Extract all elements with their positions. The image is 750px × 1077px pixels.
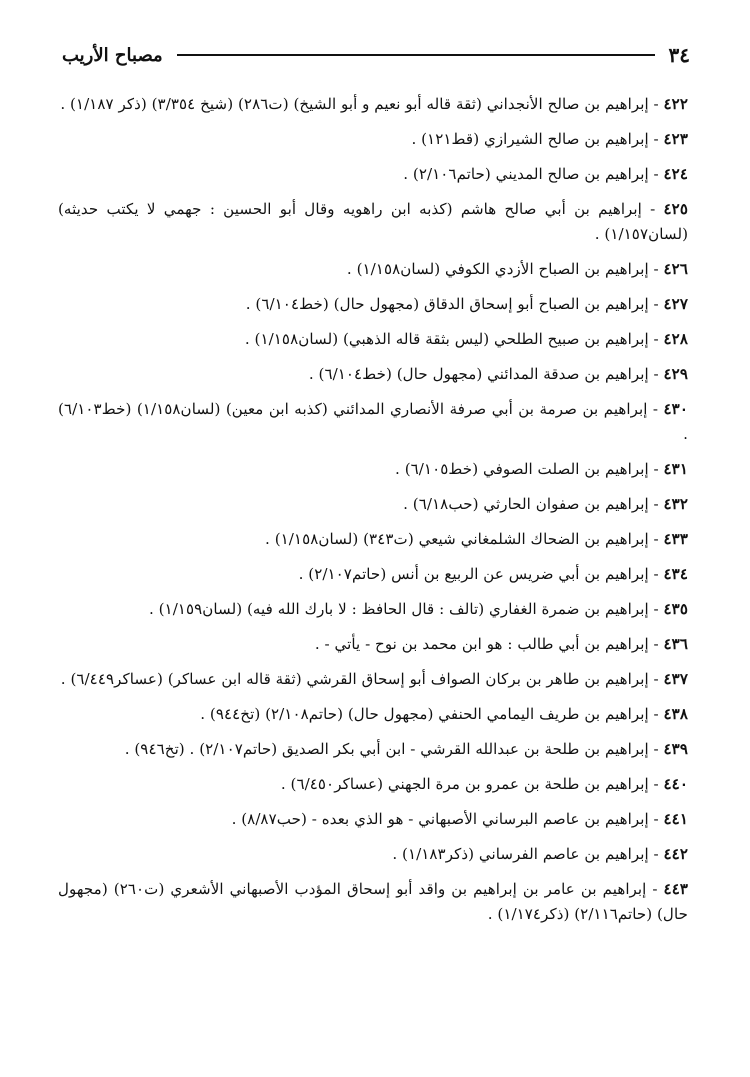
entry-439: ٤٣٩ - إبراهيم بن طلحة بن عبدالله القرشي - ابن أبي بكر الصديق (حاتم٢/١٠٧) . (تخ٩٤٦) . <box>124 740 688 758</box>
entry-422: ٤٢٢ - إبراهيم بن صالح الأنجداني (ثقة قاله أبو نعيم و أبو الشيخ) (ت٢٨٦) (شيخ ٣/٣٥٤) (ذكر ١/١٨٧) . <box>60 95 688 113</box>
entry-number: ٤٣٤ <box>663 565 688 583</box>
entry-number: ٤٢٦ <box>663 260 688 278</box>
entry-number: ٤٣٦ <box>663 635 688 653</box>
entry-number: ٤٢٧ <box>663 295 688 313</box>
entry-text: إبراهيم بن صالح الأنجداني (ثقة قاله أبو نعيم و أبو الشيخ) (ت٢٨٦) (شيخ ٣/٣٥٤) (ذكر ١/١٨٧) . <box>60 95 649 113</box>
entry-number: ٤٣٢ <box>663 495 688 513</box>
entry-text: إبراهيم بن صرمة بن أبي صرفة الأنصاري المدائني (كذبه ابن معين) (لسان١/١٥٨) (خط٦/١٠٣) . <box>58 400 688 443</box>
entry-423: ٤٢٣ - إبراهيم بن صالح الشيرازي (قط١٢١) . <box>411 130 688 148</box>
entry-text: إبراهيم بن عاصم الفرساني (ذكر١/١٨٣) . <box>392 845 649 863</box>
header-rule <box>177 54 655 56</box>
entry-436: ٤٣٦ - إبراهيم بن أبي طالب : هو ابن محمد بن نوح - يأتي - . <box>314 635 688 653</box>
entry-number: ٤٣٧ <box>663 670 688 688</box>
entry-text: إبراهيم بن صبيح الطلحي (ليس بثقة قاله الذهبي) (لسان١/١٥٨) . <box>244 330 649 348</box>
entry-text: إبراهيم بن ضمرة الغفاري (تالف : قال الحافظ : لا بارك الله فيه) (لسان١/١٥٩) . <box>148 600 649 618</box>
entry-number: ٤٣٠ <box>663 400 688 418</box>
entry-number: ٤٤٠ <box>663 775 688 793</box>
entry-432: ٤٣٢ - إبراهيم بن صفوان الحارثي (حب٦/١٨) . <box>403 495 688 513</box>
entry-text: إبراهيم بن عامر بن إبراهيم بن واقد أبو إسحاق المؤدب الأصبهاني الأشعري (ت٢٦٠) (مجهول حال) (حاتم٢/١١٦) (ذكر١/١٧٤) . <box>58 880 688 923</box>
entry-438: ٤٣٨ - إبراهيم بن طريف اليمامي الحنفي (مجهول حال) (حاتم٢/١٠٨) (تخ٩٤٤) . <box>200 705 688 723</box>
entry-number: ٤٣٩ <box>663 740 688 758</box>
page-header <box>62 38 690 72</box>
entry-number: ٤٣٨ <box>663 705 688 723</box>
entry-number: ٤٣١ <box>663 460 688 478</box>
entry-429: ٤٢٩ - إبراهيم بن صدقة المدائني (مجهول حال) (خط٦/١٠٤) . <box>308 365 688 383</box>
entry-435: ٤٣٥ - إبراهيم بن ضمرة الغفاري (تالف : قال الحافظ : لا بارك الله فيه) (لسان١/١٥٩) . <box>148 600 688 618</box>
entry-text: إبراهيم بن صدقة المدائني (مجهول حال) (خط٦/١٠٤) . <box>308 365 649 383</box>
entry-number: ٤٢٨ <box>663 330 688 348</box>
entry-text: إبراهيم بن صالح المديني (حاتم٢/١٠٦) . <box>403 165 649 183</box>
entry-text: إبراهيم بن طاهر بن بركان الصواف أبو إسحاق القرشي (ثقة قاله ابن عساكر) (عساكر٦/٤٤٩) . <box>60 670 649 688</box>
entry-text: إبراهيم بن صفوان الحارثي (حب٦/١٨) . <box>403 495 649 513</box>
entry-number: ٤٤٣ <box>663 880 689 898</box>
entry-number: ٤٤٢ <box>663 845 688 863</box>
entry-431: ٤٣١ - إبراهيم بن الصلت الصوفي (خط٦/١٠٥) . <box>395 460 688 478</box>
entry-text: إبراهيم بن طلحة بن عمرو بن مرة الجهني (عساكر٦/٤٥٠) . <box>280 775 649 793</box>
entry-number: ٤٣٣ <box>663 530 688 548</box>
entry-text: إبراهيم بن أبي صالح هاشم (كذبه ابن راهويه وقال أبو الحسين : جهمي لا يكتب حديثه) (لسان١/١٥٧) . <box>58 200 688 243</box>
entry-425: ٤٢٥ - إبراهيم بن أبي صالح هاشم (كذبه ابن راهويه وقال أبو الحسين : جهمي لا يكتب حديثه) (لسان١/١٥٧) . <box>58 200 688 243</box>
entry-text: إبراهيم بن الصلت الصوفي (خط٦/١٠٥) . <box>395 460 649 478</box>
entry-440: ٤٤٠ - إبراهيم بن طلحة بن عمرو بن مرة الجهني (عساكر٦/٤٥٠) . <box>280 775 688 793</box>
entry-text: إبراهيم بن صالح الشيرازي (قط١٢١) . <box>411 130 649 148</box>
entry-number: ٤٢٥ <box>663 200 688 218</box>
entry-text: إبراهيم بن طريف اليمامي الحنفي (مجهول حال) (حاتم٢/١٠٨) (تخ٩٤٤) . <box>200 705 649 723</box>
entry-441: ٤٤١ - إبراهيم بن عاصم البرساني الأصبهاني - هو الذي بعده - (حب٨/٨٧) . <box>231 810 688 828</box>
entry-text: إبراهيم بن أبي طالب : هو ابن محمد بن نوح - يأتي - . <box>314 635 649 653</box>
entry-number: ٤٣٥ <box>663 600 688 618</box>
entry-443: ٤٤٣ - إبراهيم بن عامر بن إبراهيم بن واقد أبو إسحاق المؤدب الأصبهاني الأشعري (ت٢٦٠) (مجهول حال) (حاتم٢/١١٦) (ذكر١/١٧٤) . <box>58 880 689 923</box>
entry-number: ٤٢٢ <box>663 95 688 113</box>
entry-text: إبراهيم بن الضحاك الشلمغاني شيعي (ت٣٤٣) (لسان١/١٥٨) . <box>265 530 649 548</box>
page-number: ٣٤ <box>668 43 690 67</box>
book-title: مصباح الأريب <box>62 44 163 66</box>
entry-number: ٤٢٩ <box>663 365 688 383</box>
entry-430: ٤٣٠ - إبراهيم بن صرمة بن أبي صرفة الأنصاري المدائني (كذبه ابن معين) (لسان١/١٥٨) (خط٦/١٠٣) . <box>58 400 688 443</box>
entry-text: إبراهيم بن أبي ضريس عن الربيع بن أنس (حاتم٢/١٠٧) . <box>298 565 649 583</box>
entry-426: ٤٢٦ - إبراهيم بن الصباح الأزدي الكوفي (لسان١/١٥٨) . <box>346 260 688 278</box>
entry-text: إبراهيم بن طلحة بن عبدالله القرشي - ابن أبي بكر الصديق (حاتم٢/١٠٧) . (تخ٩٤٦) . <box>124 740 649 758</box>
entry-433: ٤٣٣ - إبراهيم بن الضحاك الشلمغاني شيعي (ت٣٤٣) (لسان١/١٥٨) . <box>265 530 688 548</box>
entry-text: إبراهيم بن الصباح الأزدي الكوفي (لسان١/١٥٨) . <box>346 260 649 278</box>
entry-text: إبراهيم بن عاصم البرساني الأصبهاني - هو الذي بعده - (حب٨/٨٧) . <box>231 810 649 828</box>
entry-428: ٤٢٨ - إبراهيم بن صبيح الطلحي (ليس بثقة قاله الذهبي) (لسان١/١٥٨) . <box>244 330 688 348</box>
entry-number: ٤٢٤ <box>663 165 688 183</box>
entry-list <box>58 92 688 937</box>
entry-number: ٤٤١ <box>663 810 688 828</box>
entry-434: ٤٣٤ - إبراهيم بن أبي ضريس عن الربيع بن أنس (حاتم٢/١٠٧) . <box>298 565 688 583</box>
entry-number: ٤٢٣ <box>663 130 688 148</box>
entry-442: ٤٤٢ - إبراهيم بن عاصم الفرساني (ذكر١/١٨٣) . <box>392 845 688 863</box>
entry-text: إبراهيم بن الصباح أبو إسحاق الدقاق (مجهول حال) (خط٦/١٠٤) . <box>245 295 649 313</box>
entry-424: ٤٢٤ - إبراهيم بن صالح المديني (حاتم٢/١٠٦) . <box>403 165 688 183</box>
entry-427: ٤٢٧ - إبراهيم بن الصباح أبو إسحاق الدقاق (مجهول حال) (خط٦/١٠٤) . <box>245 295 688 313</box>
entry-437: ٤٣٧ - إبراهيم بن طاهر بن بركان الصواف أبو إسحاق القرشي (ثقة قاله ابن عساكر) (عساكر٦/٤٤٩) . <box>60 670 688 688</box>
